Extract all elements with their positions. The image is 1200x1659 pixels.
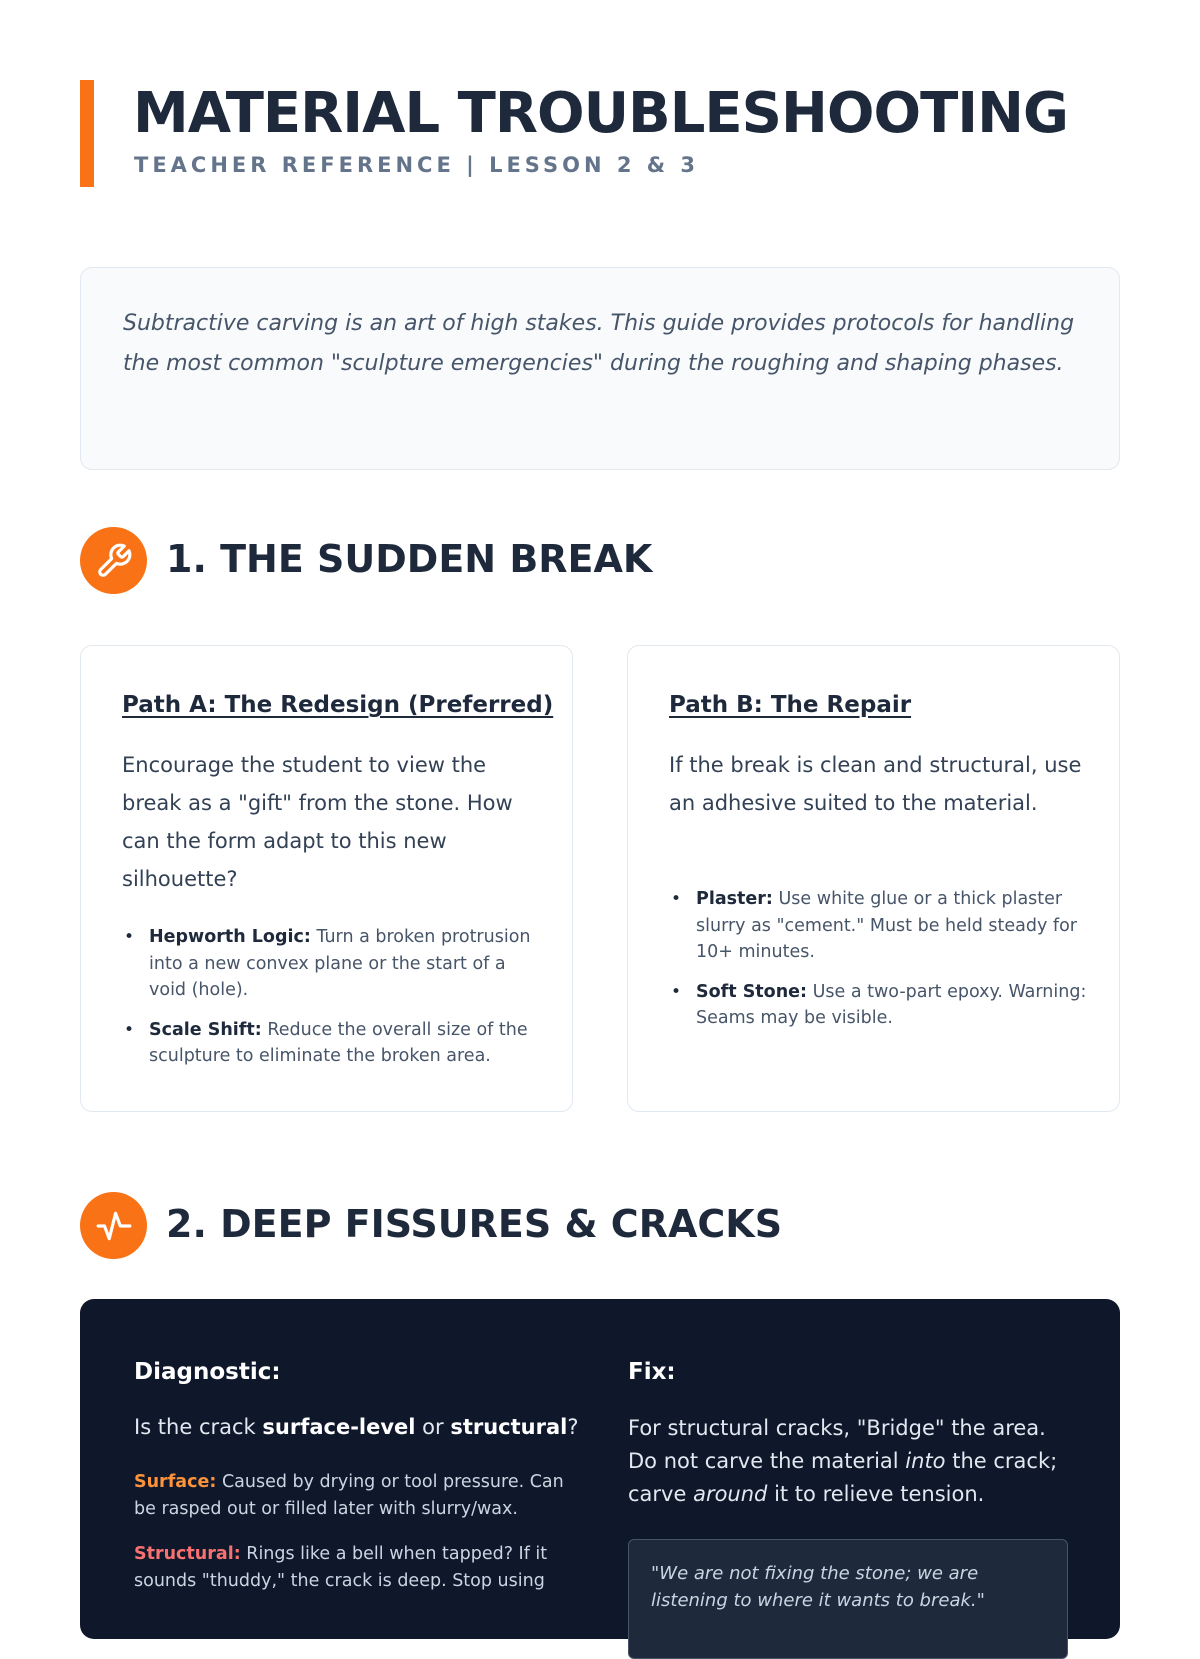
item-text: Use white glue or a thick plaster slurry as "cement." Must be held steady for 10+ minutes.: [696, 889, 1077, 962]
fissures-panel: [80, 1299, 1120, 1639]
diagnostic-question: [134, 1412, 584, 1442]
item-text: Use a two-part epoxy. Warning: Seams may be visible.: [696, 981, 1087, 1028]
section-2-title: 2. DEEP FISSURES & CRACKS: [166, 1202, 783, 1246]
fix-emphasis: into: [905, 1449, 946, 1473]
item-label: Plaster:: [696, 889, 773, 909]
section-2-heading: [80, 1192, 1120, 1260]
path-a-card: [80, 645, 573, 1112]
path-a-list: [122, 924, 542, 1083]
list-item: [669, 886, 1089, 966]
item-label: Hepworth Logic:: [149, 927, 311, 947]
intro-text: Subtractive carving is an art of high stakes. This guide provides protocols for handling the most common "sculpture emergencies" during the roughing and shaping phases.: [123, 311, 1075, 376]
fix-text-part: the crack; carve: [628, 1449, 1058, 1506]
section-1-title: 1. THE SUDDEN BREAK: [166, 537, 653, 581]
accent-bar: [80, 80, 94, 187]
question-emphasis: structural: [450, 1415, 568, 1439]
path-b-heading: Path B: The Repair: [669, 692, 912, 718]
section-1-heading: [80, 527, 1120, 595]
path-b-list: [669, 886, 1089, 1045]
fix-emphasis: around: [693, 1482, 768, 1506]
fix-quote: "We are not fixing the stone; we are listening to where it wants to break.": [628, 1539, 1068, 1659]
item-label: Soft Stone:: [696, 981, 808, 1002]
intro-callout: [80, 267, 1120, 470]
diagnostic-heading: Diagnostic:: [134, 1359, 281, 1385]
list-item: [122, 924, 542, 1004]
surface-note: [134, 1469, 574, 1522]
wrench-icon: [80, 527, 147, 594]
page-subtitle: TEACHER REFERENCE | LESSON 2 & 3: [134, 153, 700, 177]
list-item: [669, 979, 1089, 1032]
question-text: ?: [567, 1415, 579, 1439]
structural-text: Rings like a bell when tapped? If it sounds "thuddy," the crack is deep. Stop using: [134, 1544, 548, 1591]
item-label: Scale Shift:: [149, 1019, 262, 1040]
page-title: MATERIAL TROUBLESHOOTING: [133, 81, 1068, 146]
path-a-heading: Path A: The Redesign (Preferred): [122, 692, 554, 718]
item-text: Turn a broken protrusion into a new convex plane or the start of a void (hole).: [149, 927, 531, 1000]
path-a-lead: Encourage the student to view the break as a "gift" from the stone. How can the form adapt to this new silhouette?: [122, 753, 513, 891]
question-text: or: [415, 1415, 451, 1439]
path-b-card: [627, 645, 1120, 1112]
page-header: [80, 80, 1120, 187]
fix-heading: Fix:: [628, 1359, 676, 1385]
path-b-lead: If the break is clean and structural, use an adhesive suited to the material.: [669, 753, 1082, 815]
item-text: Reduce the overall size of the sculpture to eliminate the broken area.: [149, 1019, 528, 1066]
structural-note: [134, 1541, 574, 1594]
surface-label: Surface:: [134, 1472, 217, 1492]
question-emphasis: surface-level: [262, 1415, 416, 1439]
fix-text: [628, 1412, 1078, 1511]
surface-text: Caused by drying or tool pressure. Can be rasped out or filled later with slurry/wax.: [134, 1472, 564, 1519]
question-text: Is the crack: [134, 1415, 263, 1439]
structural-label: Structural:: [134, 1544, 241, 1564]
fix-text-part: For structural cracks, "Bridge" the area. Do not carve the material: [628, 1416, 1046, 1473]
fix-text-part: it to relieve tension.: [767, 1482, 985, 1506]
list-item: [122, 1017, 542, 1070]
activity-pulse-icon: [80, 1192, 147, 1259]
